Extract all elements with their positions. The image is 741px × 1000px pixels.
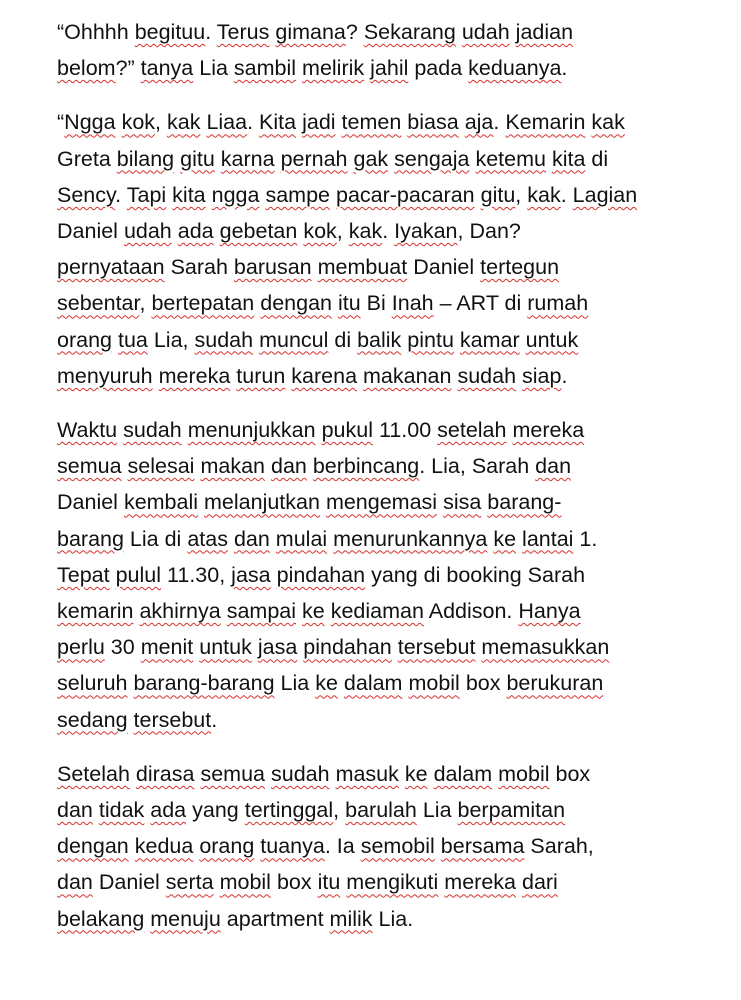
spellcheck-flagged-word: atas [187, 526, 228, 551]
text-segment: box [549, 761, 591, 786]
spellcheck-flagged-word: berpamitan [457, 798, 566, 823]
text-line [57, 702, 699, 738]
spellcheck-flagged-word: Lagian [572, 182, 638, 207]
text-segment: 1. [573, 526, 598, 551]
spellcheck-flagged-word: tuanya [260, 834, 325, 859]
text-segment: Daniel [57, 219, 124, 244]
spellcheck-flagged-word: sebentar [57, 291, 140, 316]
text-segment: Lia di [123, 526, 188, 551]
spellcheck-flagged-word: dalam [433, 761, 493, 786]
spellcheck-flagged-word: kak [348, 219, 383, 244]
spellcheck-flagged-word: tua [117, 327, 148, 352]
text-line [57, 285, 699, 321]
text-segment: di [585, 146, 609, 171]
text-line [57, 141, 699, 177]
spellcheck-flagged-word: gak [353, 146, 389, 171]
text-segment: Bi [360, 291, 392, 316]
spellcheck-flagged-word: kamar [459, 327, 520, 352]
text-segment: box [270, 870, 318, 895]
spellcheck-flagged-word: berbincang [312, 454, 420, 479]
spellcheck-flagged-word: dan [57, 870, 93, 895]
spellcheck-flagged-word: gimana [275, 20, 346, 44]
spellcheck-flagged-word: lantai [522, 526, 574, 551]
text-segment: 11.00 [372, 418, 438, 443]
spellcheck-flagged-word: bertepatan [151, 291, 255, 316]
spellcheck-flagged-word: ke [404, 761, 428, 786]
spellcheck-flagged-word: keduanya [468, 56, 562, 81]
spellcheck-flagged-word: pernah [280, 146, 348, 171]
spellcheck-flagged-word: ke [315, 671, 338, 696]
text-segment: . Lia, Sarah [419, 454, 536, 479]
spellcheck-flagged-word: menuju [150, 906, 221, 931]
spellcheck-flagged-word: kemarin [57, 599, 134, 624]
text-segment: yang di booking Sarah [365, 562, 586, 587]
spellcheck-flagged-word: sudah [194, 327, 254, 352]
text-segment: . [211, 707, 218, 732]
spellcheck-flagged-word: barang-barang [133, 671, 275, 696]
text-segment: . [493, 110, 506, 135]
spellcheck-flagged-word: Inah [391, 291, 434, 316]
text-line [57, 521, 699, 557]
spellcheck-flagged-word: pindahan [303, 635, 392, 660]
spellcheck-flagged-word: sudah [457, 363, 517, 388]
paragraph [57, 14, 699, 86]
text-segment: Lia [193, 56, 234, 81]
spellcheck-flagged-word: gebetan [219, 219, 298, 244]
text-segment: “ [57, 110, 65, 135]
spellcheck-flagged-word: ke [302, 599, 325, 624]
spellcheck-flagged-word: kak [527, 182, 561, 207]
text-line [57, 901, 699, 937]
spellcheck-flagged-word: menyuruh [57, 363, 153, 388]
spellcheck-flagged-word: mengemasi [325, 490, 438, 515]
text-segment: ? [345, 20, 364, 44]
spellcheck-flagged-word: kembali [123, 490, 199, 515]
text-line [57, 484, 699, 520]
spellcheck-flagged-word: tertegun [480, 255, 560, 280]
text-segment: . [560, 182, 573, 207]
text-segment: , [515, 182, 528, 207]
text-segment: , [139, 291, 152, 316]
spellcheck-flagged-word: dan [233, 526, 270, 551]
spellcheck-flagged-word: sengaja [394, 146, 470, 171]
text-segment: Daniel [407, 255, 481, 280]
spellcheck-flagged-word: kak [166, 110, 201, 135]
text-segment: Lia, [147, 327, 195, 352]
spellcheck-flagged-word: dengan [260, 291, 332, 316]
text-segment: “Ohhhh [57, 20, 135, 44]
text-line [57, 756, 699, 792]
spellcheck-flagged-word: semobil [360, 834, 435, 859]
spellcheck-flagged-word: Ngga [64, 110, 116, 135]
text-line [57, 104, 699, 140]
spellcheck-flagged-word: kedua [134, 834, 194, 859]
text-line [57, 557, 699, 593]
text-segment: yang [186, 798, 245, 823]
spellcheck-flagged-word: setelah [437, 418, 507, 443]
spellcheck-flagged-word: sambil [233, 56, 297, 81]
spellcheck-flagged-word: jadian [515, 20, 574, 44]
text-line [57, 593, 699, 629]
spellcheck-flagged-word: sampe [265, 182, 330, 207]
spellcheck-flagged-word: jadi [302, 110, 336, 135]
spellcheck-flagged-word: perlu [57, 635, 105, 660]
spellcheck-flagged-word: sudah [123, 418, 182, 443]
spellcheck-flagged-word: biasa [407, 110, 459, 135]
spellcheck-flagged-word: itu [337, 291, 361, 316]
spellcheck-flagged-word: sisa [443, 490, 482, 515]
spellcheck-flagged-word: pindahan [276, 562, 366, 587]
spellcheck-flagged-word: kediaman [330, 599, 424, 624]
spellcheck-flagged-word: tidak [98, 798, 145, 823]
spellcheck-flagged-word: mereka [158, 363, 231, 388]
spellcheck-flagged-word: semua [200, 761, 265, 786]
spellcheck-flagged-word: Kita [259, 110, 297, 135]
spellcheck-flagged-word: sudah [270, 761, 330, 786]
spellcheck-flagged-word: dan [535, 454, 572, 479]
text-segment: Lia [416, 798, 458, 823]
spellcheck-flagged-word: untuk [199, 635, 252, 660]
spellcheck-flagged-word: jasa [231, 562, 271, 587]
spellcheck-flagged-word: seluruh [57, 671, 128, 696]
spellcheck-flagged-word: kita [172, 182, 206, 207]
spellcheck-flagged-word: masuk [335, 761, 399, 786]
text-segment: box [459, 671, 507, 696]
spellcheck-flagged-word: temen [341, 110, 402, 135]
spellcheck-flagged-word: ada [177, 219, 214, 244]
text-line [57, 864, 699, 900]
text-segment: . [382, 219, 395, 244]
spellcheck-flagged-word: bersama [440, 834, 525, 859]
spellcheck-flagged-word: siap [522, 363, 562, 388]
spellcheck-flagged-word: melanjutkan [204, 490, 320, 515]
spellcheck-flagged-word: mereka [444, 870, 516, 895]
text-segment: – ART di [433, 291, 528, 316]
spellcheck-flagged-word: udah [123, 219, 172, 244]
text-segment: pada [408, 56, 469, 81]
text-segment: 30 [104, 635, 141, 660]
spellcheck-flagged-word: jasa [257, 635, 298, 660]
text-segment: . [247, 110, 260, 135]
spellcheck-flagged-word: Sekarang [363, 20, 456, 44]
spellcheck-flagged-word: makanan [363, 363, 452, 388]
spellcheck-flagged-word: ketemu [475, 146, 546, 171]
spellcheck-flagged-word: balik [357, 327, 402, 352]
spellcheck-flagged-word: tertinggal [244, 798, 334, 823]
spellcheck-flagged-word: Tepat [57, 562, 110, 587]
paragraph [57, 756, 699, 937]
text-segment: Greta [57, 146, 117, 171]
spellcheck-flagged-word: Liaa [206, 110, 248, 135]
spellcheck-flagged-word: gitu [480, 182, 516, 207]
spellcheck-flagged-word: barang [57, 526, 124, 551]
spellcheck-flagged-word: belakang [57, 906, 145, 931]
spellcheck-flagged-word: mengikuti [346, 870, 439, 895]
text-segment: . [561, 363, 568, 388]
spellcheck-flagged-word: belom [57, 56, 116, 81]
text-line [57, 213, 699, 249]
spellcheck-flagged-word: pulul [115, 562, 162, 587]
spellcheck-flagged-word: Iyakan [394, 219, 458, 244]
text-segment: . [115, 182, 127, 207]
spellcheck-flagged-word: ke [493, 526, 517, 551]
spellcheck-flagged-word: mulai [275, 526, 328, 551]
text-segment: apartment [220, 906, 330, 931]
text-line [57, 358, 699, 394]
spellcheck-flagged-word: rumah [527, 291, 589, 316]
spellcheck-flagged-word: Tapi [126, 182, 167, 207]
spellcheck-flagged-word: Terus [216, 20, 270, 44]
spellcheck-flagged-word: gitu [180, 146, 215, 171]
text-line [57, 177, 699, 213]
spellcheck-flagged-word: mobil [219, 870, 271, 895]
spellcheck-flagged-word: pintu [407, 327, 454, 352]
text-segment: Addison. [423, 599, 519, 624]
spellcheck-flagged-word: pukul [321, 418, 373, 443]
text-segment: . [561, 56, 568, 81]
spellcheck-flagged-word: selesai [127, 454, 195, 479]
spellcheck-flagged-word: barang- [487, 490, 562, 515]
text-segment: 11.30, [161, 562, 232, 587]
spellcheck-flagged-word: dengan [57, 834, 129, 859]
text-segment: di [328, 327, 358, 352]
spellcheck-flagged-word: kita [551, 146, 586, 171]
text-line [57, 665, 699, 701]
spellcheck-flagged-word: tersebut [133, 707, 212, 732]
spellcheck-flagged-word: itu [317, 870, 341, 895]
text-segment: . Ia [324, 834, 361, 859]
text-line [57, 14, 699, 50]
text-segment: Daniel [92, 870, 166, 895]
text-segment: , [333, 798, 346, 823]
spellcheck-flagged-word: barulah [345, 798, 417, 823]
spellcheck-flagged-word: dari [521, 870, 558, 895]
spellcheck-flagged-word: serta [165, 870, 214, 895]
spellcheck-flagged-word: berukuran [506, 671, 604, 696]
text-line [57, 629, 699, 665]
text-segment: ?” [115, 56, 141, 81]
spellcheck-flagged-word: pacar-pacaran [335, 182, 475, 207]
spellcheck-flagged-word: mobil [408, 671, 460, 696]
text-segment: , [155, 110, 167, 135]
spellcheck-flagged-word: membuat [317, 255, 408, 280]
spellcheck-flagged-word: dalam [343, 671, 403, 696]
spellcheck-flagged-word: ngga [211, 182, 260, 207]
spellcheck-flagged-word: barusan [233, 255, 312, 280]
spellcheck-flagged-word: bilang [116, 146, 175, 171]
text-line [57, 792, 699, 828]
spellcheck-flagged-word: orang [199, 834, 255, 859]
spellcheck-flagged-word: menit [140, 635, 194, 660]
spellcheck-flagged-word: Hanya [518, 599, 581, 624]
text-segment: , Dan? [457, 219, 521, 244]
paragraph [57, 412, 699, 738]
text-segment: Sarah, [524, 834, 594, 859]
spellcheck-flagged-word: karena [291, 363, 358, 388]
text-line [57, 50, 699, 86]
spellcheck-flagged-word: Kemarin [505, 110, 586, 135]
spellcheck-flagged-word: dan [270, 454, 307, 479]
text-segment: Lia [274, 671, 316, 696]
spellcheck-flagged-word: tersebut [397, 635, 476, 660]
spellcheck-flagged-word: kak [591, 110, 625, 135]
spellcheck-flagged-word: karna [220, 146, 275, 171]
spellcheck-flagged-word: melirik [302, 56, 365, 81]
spellcheck-flagged-word: menunjukkan [187, 418, 316, 443]
spellcheck-flagged-word: makan [200, 454, 265, 479]
spellcheck-flagged-word: mobil [498, 761, 550, 786]
text-line [57, 412, 699, 448]
text-segment: Lia. [372, 906, 414, 931]
spellcheck-flagged-word: aja [464, 110, 494, 135]
spellcheck-flagged-word: udah [461, 20, 510, 44]
text-line [57, 249, 699, 285]
spellcheck-flagged-word: dan [57, 798, 93, 823]
spellcheck-flagged-word: untuk [525, 327, 579, 352]
spellcheck-flagged-word: Setelah [57, 761, 130, 786]
spellcheck-flagged-word: memasukkan [481, 635, 610, 660]
spellcheck-flagged-word: sedang [57, 707, 128, 732]
spellcheck-flagged-word: semua [57, 454, 122, 479]
paragraph [57, 104, 699, 394]
spellcheck-flagged-word: Waktu [57, 418, 118, 443]
spellcheck-flagged-word: mereka [512, 418, 585, 443]
spellcheck-flagged-word: tanya [140, 56, 194, 81]
spellcheck-flagged-word: sampai [226, 599, 297, 624]
spellcheck-flagged-word: pernyataan [57, 255, 165, 280]
spellcheck-flagged-word: jahil [370, 56, 409, 81]
text-segment: Sarah [164, 255, 234, 280]
spellcheck-flagged-word: begituu [134, 20, 206, 44]
text-segment: , [336, 219, 349, 244]
text-line [57, 448, 699, 484]
spellcheck-flagged-word: dirasa [135, 761, 195, 786]
text-segment: Daniel [57, 490, 124, 515]
spellcheck-flagged-word: ada [150, 798, 187, 823]
text-line [57, 322, 699, 358]
spellcheck-flagged-word: kok [121, 110, 156, 135]
spellcheck-flagged-word: akhirnya [139, 599, 221, 624]
spellcheck-flagged-word: orang [57, 327, 112, 352]
spellcheck-flagged-word: turun [236, 363, 286, 388]
spellcheck-flagged-word: Sency [57, 182, 116, 207]
spellcheck-flagged-word: muncul [259, 327, 329, 352]
spellcheck-flagged-word: kok [303, 219, 337, 244]
spellcheck-flagged-word: menurunkannya [333, 526, 488, 551]
spellcheck-flagged-word: milik [329, 906, 373, 931]
text-segment: . [205, 20, 217, 44]
text-line [57, 828, 699, 864]
